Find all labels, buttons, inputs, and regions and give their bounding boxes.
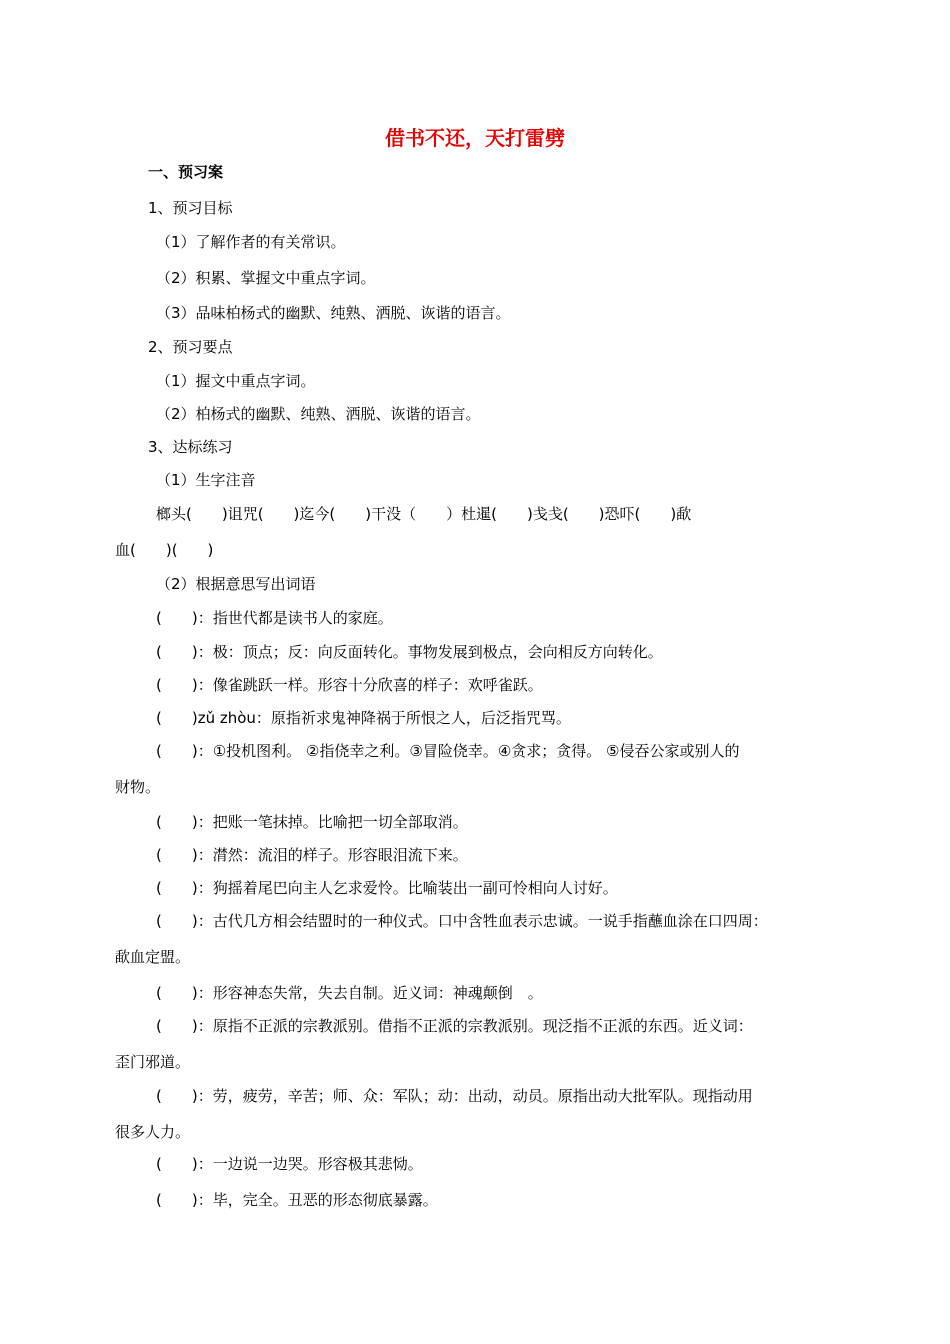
goal-item: （1）了解作者的有关常识。: [156, 233, 346, 251]
definition-item: ( )：一边说一边哭。形容极其悲恸。: [156, 1155, 423, 1173]
definition-item: ( )：古代几方相会结盟时的一种仪式。口中含牲血表示忠诚。一说手指蘸血涂在口四周：: [156, 912, 768, 930]
definition-item: ( )：极：顶点；反：向反面转化。事物发展到极点，会向相反方向转化。: [156, 643, 663, 661]
goal-item: （3）品味柏杨式的幽默、纯熟、洒脱、诙谐的语言。: [156, 304, 511, 322]
keypoint-item: （1）握文中重点字词。: [156, 372, 316, 390]
goal-item: （2）积累、掌握文中重点字词。: [156, 269, 376, 287]
definition-item: ( )：形容神态失常，失去自制。近义词：神魂颠倒 。: [156, 984, 543, 1002]
practice-heading: 3、达标练习: [148, 438, 233, 456]
definition-item-continued: 很多人力。: [115, 1123, 191, 1141]
pinyin-exercise-line: 血( )( ): [115, 541, 214, 559]
goals-heading: 1、预习目标: [148, 199, 233, 217]
definition-item: ( )：狗摇着尾巴向主人乞求爱怜。比喻装出一副可怜相向人讨好。: [156, 879, 618, 897]
definition-item: ( )：潸然：流泪的样子。形容眼泪流下来。: [156, 846, 468, 864]
keypoint-item: （2）柏杨式的幽默、纯熟、洒脱、诙谐的语言。: [156, 405, 481, 423]
definition-item: ( )：①投机图利。 ②指侥幸之利。③冒险侥幸。④贪求；贪得。 ⑤侵吞公家或别人的: [156, 742, 740, 760]
document-title: 借书不还，天打雷劈: [385, 126, 565, 150]
definition-item: ( )：指世代都是读书人的家庭。: [156, 609, 393, 627]
definition-item: ( )：像雀跳跃一样。形容十分欣喜的样子：欢呼雀跃。: [156, 676, 543, 694]
definition-item-continued: 财物。: [115, 778, 161, 796]
definition-item: ( )：劳，疲劳，辛苦；师、众：军队；动：出动，动员。原指出动大批军队。现指动用: [156, 1087, 753, 1105]
definition-item: ( )：原指不正派的宗教派别。借指不正派的宗教派别。现泛指不正派的东西。近义词：: [156, 1017, 753, 1035]
practice-sub-pinyin: （1）生字注音: [156, 471, 256, 489]
definition-item-continued: 歃血定盟。: [115, 948, 191, 966]
practice-sub-words: （2）根据意思写出词语: [156, 575, 316, 593]
definition-item: ( )：把账一笔抹掉。比喻把一切全部取消。: [156, 813, 468, 831]
definition-item: ( )zǔ zhòu：原指祈求鬼神降祸于所恨之人，后泛指咒骂。: [156, 709, 571, 727]
section-heading-preview: 一、预习案: [148, 163, 224, 181]
keypoints-heading: 2、预习要点: [148, 338, 233, 356]
definition-item-continued: 歪门邪道。: [115, 1053, 191, 1071]
definition-item: ( )：毕，完全。丑恶的形态彻底暴露。: [156, 1191, 438, 1209]
pinyin-exercise-line: 榔头( )诅咒( )迄今( )干没（ ）杜暹( )戋戋( )恐吓( )歃: [156, 505, 692, 523]
